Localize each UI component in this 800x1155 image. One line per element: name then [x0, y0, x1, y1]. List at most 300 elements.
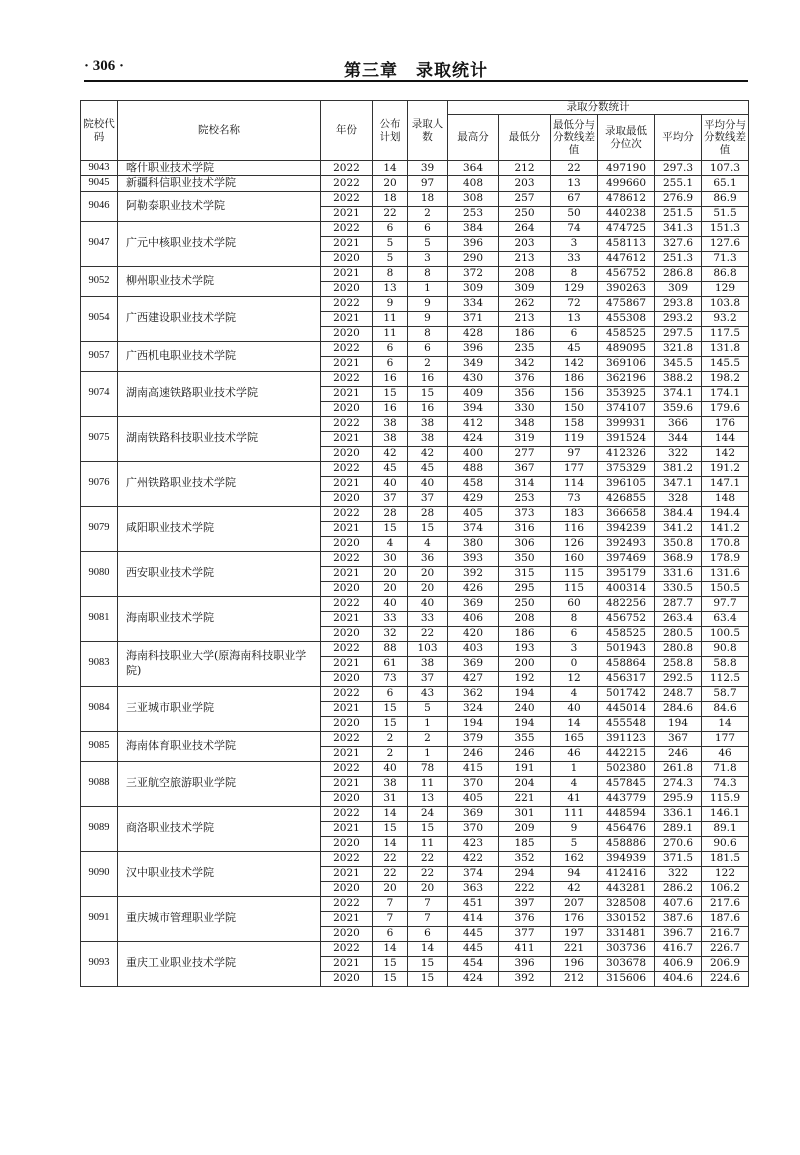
cell-year: 2021: [321, 431, 373, 446]
cell-min-rank: 499660: [598, 176, 655, 191]
cell-max-score: 363: [448, 881, 499, 896]
cell-avg-diff: 65.1: [702, 176, 749, 191]
cell-avg-score: 287.7: [655, 596, 702, 611]
cell-min-score: 367: [499, 461, 551, 476]
cell-year: 2022: [321, 221, 373, 236]
cell-avg-diff: 74.3: [702, 776, 749, 791]
cell-plan: 22: [373, 866, 408, 881]
cell-max-score: 253: [448, 206, 499, 221]
cell-min-rank: 400314: [598, 581, 655, 596]
cell-year: 2020: [321, 716, 373, 731]
header-max: 最高分: [448, 115, 499, 161]
cell-plan: 20: [373, 176, 408, 191]
cell-plan: 11: [373, 326, 408, 341]
cell-min-score: 396: [499, 956, 551, 971]
cell-max-score: 424: [448, 971, 499, 986]
cell-avg-diff: 178.9: [702, 551, 749, 566]
cell-plan: 40: [373, 476, 408, 491]
cell-year: 2021: [321, 956, 373, 971]
cell-min-score: 352: [499, 851, 551, 866]
cell-admitted: 18: [408, 191, 448, 206]
school-name: 海南科技职业大学(原海南科技职业学院): [118, 641, 321, 686]
cell-avg-score: 261.8: [655, 761, 702, 776]
cell-min-rank: 456476: [598, 821, 655, 836]
cell-avg-score: 336.1: [655, 806, 702, 821]
cell-plan: 20: [373, 881, 408, 896]
cell-max-score: 458: [448, 476, 499, 491]
school-code: 9047: [81, 221, 118, 266]
school-name: 柳州职业技术学院: [118, 266, 321, 296]
cell-admitted: 6: [408, 926, 448, 941]
header-min-rank: 录取最低分位次: [598, 115, 655, 161]
cell-year: 2022: [321, 296, 373, 311]
cell-min-score: 246: [499, 746, 551, 761]
cell-min-score: 192: [499, 671, 551, 686]
cell-min-score: 411: [499, 941, 551, 956]
school-code: 9046: [81, 191, 118, 221]
cell-avg-diff: 58.8: [702, 656, 749, 671]
cell-min-score: 193: [499, 641, 551, 656]
cell-min-score: 208: [499, 266, 551, 281]
cell-min-score: 397: [499, 896, 551, 911]
cell-plan: 16: [373, 371, 408, 386]
cell-avg-score: 286.8: [655, 266, 702, 281]
cell-avg-score: 406.9: [655, 956, 702, 971]
cell-min-rank: 458886: [598, 836, 655, 851]
cell-avg-score: 276.9: [655, 191, 702, 206]
cell-min-diff: 73: [551, 491, 598, 506]
cell-min-rank: 374107: [598, 401, 655, 416]
school-name: 三亚城市职业学院: [118, 686, 321, 731]
cell-min-score: 350: [499, 551, 551, 566]
cell-max-score: 384: [448, 221, 499, 236]
cell-avg-score: 416.7: [655, 941, 702, 956]
cell-min-diff: 197: [551, 926, 598, 941]
cell-admitted: 43: [408, 686, 448, 701]
cell-plan: 6: [373, 926, 408, 941]
cell-plan: 15: [373, 821, 408, 836]
cell-min-diff: 186: [551, 371, 598, 386]
cell-avg-diff: 89.1: [702, 821, 749, 836]
cell-avg-score: 341.3: [655, 221, 702, 236]
cell-plan: 15: [373, 971, 408, 986]
school-name: 三亚航空旅游职业学院: [118, 761, 321, 806]
cell-min-diff: 115: [551, 581, 598, 596]
cell-min-diff: 165: [551, 731, 598, 746]
cell-avg-score: 251.5: [655, 206, 702, 221]
cell-min-score: 348: [499, 416, 551, 431]
cell-avg-diff: 198.2: [702, 371, 749, 386]
cell-min-diff: 33: [551, 251, 598, 266]
cell-plan: 28: [373, 506, 408, 521]
school-code: 9052: [81, 266, 118, 296]
cell-min-diff: 40: [551, 701, 598, 716]
cell-admitted: 16: [408, 371, 448, 386]
cell-min-diff: 8: [551, 611, 598, 626]
cell-avg-diff: 90.8: [702, 641, 749, 656]
cell-min-rank: 391524: [598, 431, 655, 446]
school-name: 喀什职业技术学院: [118, 161, 321, 176]
cell-admitted: 42: [408, 446, 448, 461]
cell-min-diff: 160: [551, 551, 598, 566]
cell-avg-score: 350.8: [655, 536, 702, 551]
cell-min-rank: 390263: [598, 281, 655, 296]
cell-max-score: 379: [448, 731, 499, 746]
cell-avg-score: 194: [655, 716, 702, 731]
cell-avg-diff: 151.3: [702, 221, 749, 236]
cell-min-diff: 94: [551, 866, 598, 881]
cell-min-diff: 115: [551, 566, 598, 581]
cell-admitted: 2: [408, 731, 448, 746]
cell-min-rank: 328508: [598, 896, 655, 911]
cell-max-score: 405: [448, 506, 499, 521]
cell-min-rank: 303678: [598, 956, 655, 971]
school-name: 阿勒泰职业技术学院: [118, 191, 321, 221]
cell-min-score: 204: [499, 776, 551, 791]
cell-avg-diff: 103.8: [702, 296, 749, 311]
cell-plan: 6: [373, 356, 408, 371]
school-name: 广西建设职业技术学院: [118, 296, 321, 341]
cell-admitted: 20: [408, 881, 448, 896]
cell-year: 2022: [321, 851, 373, 866]
cell-avg-diff: 206.9: [702, 956, 749, 971]
school-code: 9075: [81, 416, 118, 461]
cell-min-score: 301: [499, 806, 551, 821]
table-row: [81, 851, 749, 866]
cell-plan: 2: [373, 746, 408, 761]
table-row: [81, 731, 749, 746]
cell-admitted: 38: [408, 416, 448, 431]
cell-min-diff: 212: [551, 971, 598, 986]
cell-max-score: 414: [448, 911, 499, 926]
cell-max-score: 374: [448, 521, 499, 536]
cell-avg-diff: 226.7: [702, 941, 749, 956]
cell-year: 2020: [321, 836, 373, 851]
cell-avg-score: 328: [655, 491, 702, 506]
school-code: 9057: [81, 341, 118, 371]
cell-min-score: 186: [499, 626, 551, 641]
cell-min-score: 235: [499, 341, 551, 356]
cell-min-diff: 14: [551, 716, 598, 731]
cell-max-score: 408: [448, 176, 499, 191]
cell-avg-score: 292.5: [655, 671, 702, 686]
cell-admitted: 8: [408, 266, 448, 281]
cell-min-score: 377: [499, 926, 551, 941]
table-row: [81, 941, 749, 956]
cell-plan: 15: [373, 701, 408, 716]
cell-min-score: 294: [499, 866, 551, 881]
cell-min-diff: 41: [551, 791, 598, 806]
cell-avg-score: 297.5: [655, 326, 702, 341]
cell-min-diff: 1: [551, 761, 598, 776]
cell-year: 2022: [321, 761, 373, 776]
cell-avg-diff: 170.8: [702, 536, 749, 551]
cell-avg-diff: 46: [702, 746, 749, 761]
page-header: [84, 56, 748, 80]
cell-admitted: 2: [408, 206, 448, 221]
cell-plan: 16: [373, 401, 408, 416]
cell-min-score: 240: [499, 701, 551, 716]
cell-plan: 37: [373, 491, 408, 506]
cell-year: 2021: [321, 206, 373, 221]
cell-plan: 8: [373, 266, 408, 281]
cell-min-score: 222: [499, 881, 551, 896]
cell-avg-score: 387.6: [655, 911, 702, 926]
cell-min-rank: 391123: [598, 731, 655, 746]
cell-avg-score: 258.8: [655, 656, 702, 671]
school-code: 9089: [81, 806, 118, 851]
cell-year: 2020: [321, 281, 373, 296]
cell-avg-score: 331.6: [655, 566, 702, 581]
cell-avg-diff: 131.6: [702, 566, 749, 581]
cell-min-rank: 501742: [598, 686, 655, 701]
cell-year: 2021: [321, 311, 373, 326]
cell-min-score: 212: [499, 161, 551, 176]
cell-min-rank: 394939: [598, 851, 655, 866]
cell-min-rank: 366658: [598, 506, 655, 521]
cell-min-rank: 412326: [598, 446, 655, 461]
cell-max-score: 290: [448, 251, 499, 266]
table-header: [81, 101, 749, 161]
cell-min-rank: 445014: [598, 701, 655, 716]
cell-min-diff: 119: [551, 431, 598, 446]
cell-avg-diff: 181.5: [702, 851, 749, 866]
table-row: [81, 506, 749, 521]
cell-max-score: 362: [448, 686, 499, 701]
cell-min-score: 277: [499, 446, 551, 461]
cell-avg-diff: 127.6: [702, 236, 749, 251]
school-code: 9090: [81, 851, 118, 896]
cell-max-score: 409: [448, 386, 499, 401]
cell-avg-score: 295.9: [655, 791, 702, 806]
cell-min-score: 309: [499, 281, 551, 296]
cell-max-score: 403: [448, 641, 499, 656]
cell-min-diff: 60: [551, 596, 598, 611]
cell-min-diff: 50: [551, 206, 598, 221]
cell-plan: 61: [373, 656, 408, 671]
school-code: 9076: [81, 461, 118, 506]
cell-avg-score: 246: [655, 746, 702, 761]
table-row: [81, 161, 749, 176]
cell-max-score: 369: [448, 596, 499, 611]
cell-admitted: 7: [408, 896, 448, 911]
table-row: [81, 461, 749, 476]
cell-year: 2022: [321, 461, 373, 476]
school-code: 9045: [81, 176, 118, 191]
cell-min-rank: 443281: [598, 881, 655, 896]
cell-min-score: 185: [499, 836, 551, 851]
cell-max-score: 370: [448, 776, 499, 791]
cell-admitted: 20: [408, 581, 448, 596]
cell-min-rank: 457845: [598, 776, 655, 791]
cell-admitted: 33: [408, 611, 448, 626]
table-row: [81, 296, 749, 311]
cell-max-score: 334: [448, 296, 499, 311]
school-code: 9093: [81, 941, 118, 986]
cell-avg-diff: 86.9: [702, 191, 749, 206]
cell-max-score: 374: [448, 866, 499, 881]
cell-avg-diff: 131.8: [702, 341, 749, 356]
cell-min-score: 264: [499, 221, 551, 236]
cell-year: 2020: [321, 446, 373, 461]
cell-admitted: 22: [408, 851, 448, 866]
cell-avg-diff: 14: [702, 716, 749, 731]
cell-avg-diff: 142: [702, 446, 749, 461]
cell-min-diff: 67: [551, 191, 598, 206]
cell-avg-diff: 148: [702, 491, 749, 506]
school-name: 汉中职业技术学院: [118, 851, 321, 896]
cell-admitted: 40: [408, 476, 448, 491]
cell-min-score: 221: [499, 791, 551, 806]
table-row: [81, 191, 749, 206]
cell-min-score: 314: [499, 476, 551, 491]
cell-min-score: 376: [499, 911, 551, 926]
header-score-group: 录取分数统计: [448, 101, 749, 115]
cell-year: 2022: [321, 806, 373, 821]
cell-min-rank: 394239: [598, 521, 655, 536]
cell-max-score: 454: [448, 956, 499, 971]
cell-min-rank: 353925: [598, 386, 655, 401]
cell-admitted: 5: [408, 701, 448, 716]
school-name: 重庆城市管理职业学院: [118, 896, 321, 941]
cell-max-score: 396: [448, 341, 499, 356]
table-row: [81, 641, 749, 656]
school-code: 9088: [81, 761, 118, 806]
cell-min-rank: 369106: [598, 356, 655, 371]
school-code: 9081: [81, 596, 118, 641]
cell-admitted: 4: [408, 536, 448, 551]
cell-plan: 88: [373, 641, 408, 656]
cell-min-rank: 362196: [598, 371, 655, 386]
cell-admitted: 15: [408, 521, 448, 536]
cell-plan: 2: [373, 731, 408, 746]
cell-admitted: 38: [408, 656, 448, 671]
cell-avg-diff: 147.1: [702, 476, 749, 491]
cell-avg-diff: 216.7: [702, 926, 749, 941]
cell-min-rank: 330152: [598, 911, 655, 926]
school-name: 西安职业技术学院: [118, 551, 321, 596]
header-min: 最低分: [499, 115, 551, 161]
cell-admitted: 15: [408, 821, 448, 836]
cell-avg-diff: 191.2: [702, 461, 749, 476]
cell-year: 2021: [321, 611, 373, 626]
cell-max-score: 415: [448, 761, 499, 776]
cell-max-score: 371: [448, 311, 499, 326]
cell-min-diff: 4: [551, 686, 598, 701]
cell-min-score: 253: [499, 491, 551, 506]
cell-plan: 14: [373, 161, 408, 176]
school-name: 湖南铁路科技职业技术学院: [118, 416, 321, 461]
cell-min-rank: 489095: [598, 341, 655, 356]
cell-year: 2021: [321, 776, 373, 791]
cell-min-rank: 447612: [598, 251, 655, 266]
cell-max-score: 400: [448, 446, 499, 461]
cell-avg-score: 330.5: [655, 581, 702, 596]
cell-min-score: 392: [499, 971, 551, 986]
cell-avg-diff: 122: [702, 866, 749, 881]
cell-max-score: 420: [448, 626, 499, 641]
table-row: [81, 371, 749, 386]
cell-max-score: 396: [448, 236, 499, 251]
cell-admitted: 78: [408, 761, 448, 776]
cell-min-rank: 502380: [598, 761, 655, 776]
cell-admitted: 103: [408, 641, 448, 656]
header-year: 年份: [321, 101, 373, 161]
cell-min-diff: 207: [551, 896, 598, 911]
cell-avg-score: 274.3: [655, 776, 702, 791]
cell-max-score: 412: [448, 416, 499, 431]
cell-min-rank: 331481: [598, 926, 655, 941]
cell-min-rank: 440238: [598, 206, 655, 221]
table-row: [81, 416, 749, 431]
cell-min-diff: 8: [551, 266, 598, 281]
cell-plan: 6: [373, 221, 408, 236]
cell-plan: 33: [373, 611, 408, 626]
cell-min-diff: 0: [551, 656, 598, 671]
cell-min-rank: 426855: [598, 491, 655, 506]
cell-admitted: 9: [408, 311, 448, 326]
cell-min-score: 209: [499, 821, 551, 836]
school-code: 9085: [81, 731, 118, 761]
cell-min-rank: 482256: [598, 596, 655, 611]
cell-max-score: 406: [448, 611, 499, 626]
cell-max-score: 423: [448, 836, 499, 851]
cell-avg-score: 374.1: [655, 386, 702, 401]
cell-min-diff: 111: [551, 806, 598, 821]
cell-min-rank: 443779: [598, 791, 655, 806]
header-row: [81, 101, 749, 115]
cell-year: 2020: [321, 536, 373, 551]
cell-admitted: 97: [408, 176, 448, 191]
cell-admitted: 36: [408, 551, 448, 566]
cell-admitted: 1: [408, 716, 448, 731]
cell-min-score: 316: [499, 521, 551, 536]
cell-min-score: 203: [499, 176, 551, 191]
cell-year: 2021: [321, 356, 373, 371]
cell-max-score: 308: [448, 191, 499, 206]
cell-avg-diff: 115.9: [702, 791, 749, 806]
cell-min-score: 306: [499, 536, 551, 551]
cell-admitted: 39: [408, 161, 448, 176]
cell-year: 2020: [321, 791, 373, 806]
cell-avg-diff: 224.6: [702, 971, 749, 986]
cell-plan: 20: [373, 581, 408, 596]
cell-min-diff: 12: [551, 671, 598, 686]
cell-max-score: 430: [448, 371, 499, 386]
table-body: [81, 161, 749, 987]
cell-max-score: 488: [448, 461, 499, 476]
cell-avg-score: 341.2: [655, 521, 702, 536]
cell-year: 2022: [321, 731, 373, 746]
cell-plan: 9: [373, 296, 408, 311]
cell-year: 2022: [321, 176, 373, 191]
cell-plan: 5: [373, 251, 408, 266]
cell-year: 2021: [321, 386, 373, 401]
cell-avg-diff: 129: [702, 281, 749, 296]
cell-max-score: 445: [448, 926, 499, 941]
table-row: [81, 761, 749, 776]
cell-plan: 42: [373, 446, 408, 461]
cell-avg-score: 309: [655, 281, 702, 296]
cell-admitted: 1: [408, 281, 448, 296]
cell-avg-diff: 174.1: [702, 386, 749, 401]
cell-year: 2020: [321, 491, 373, 506]
cell-min-diff: 5: [551, 836, 598, 851]
cell-min-rank: 303736: [598, 941, 655, 956]
cell-year: 2020: [321, 881, 373, 896]
cell-min-rank: 396105: [598, 476, 655, 491]
cell-avg-score: 251.3: [655, 251, 702, 266]
